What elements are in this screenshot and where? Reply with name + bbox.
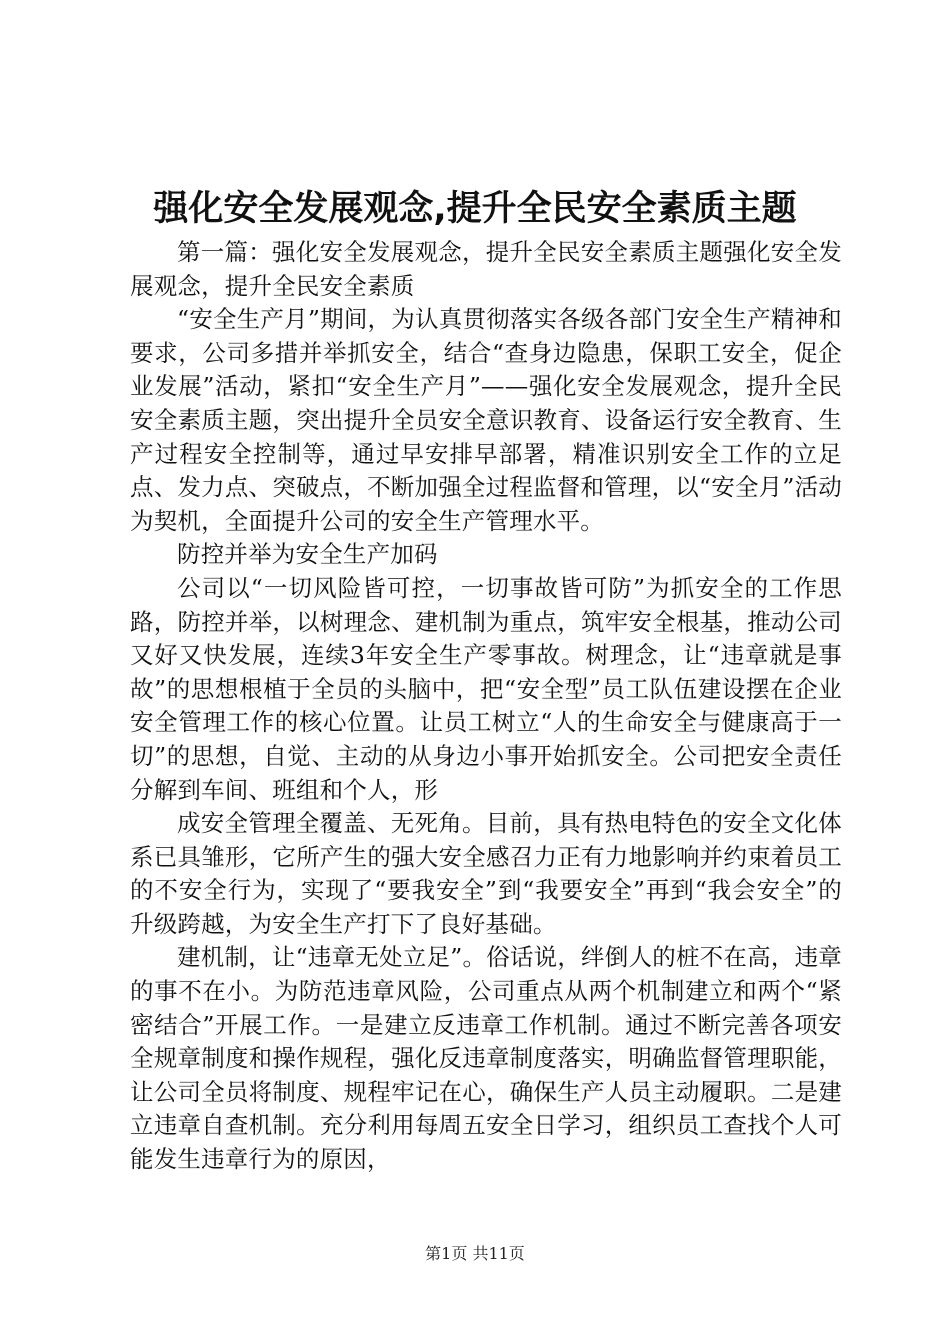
paragraph-safety-month: “安全生产月”期间，为认真贯彻落实各级各部门安全生产精神和要求，公司多措并举抓安全，结合“查身边隐患，保职工安全，促企业发展”活动，紧扣“安全生产月”——强化安全发展观念，提升全民安全素质主题，突出提升全员安全意识教育、设备运行安全教育、生产过程安全控制等，通过早安排早部署，精准识别安全工作的立足点、发力点、突破点，不断加强全过程监督和管理，以“安全月”活动为契机，全面提升公司的安全生产管理水平。 [130, 305, 842, 535]
document-title: 强化安全发展观念,提升全民安全素质主题 [153, 189, 797, 229]
paragraph-mechanism: 建机制，让“违章无处立足”。俗话说，绊倒人的桩不在高，违章的事不在小。为防范违章风险，公司重点从两个机制建立和两个“紧密结合”开展工作。一是建立反违章工作机制。通过不断完善各项安全规章制度和操作规程，强化反违章制度落实，明确监督管理职能，让公司全员将制度、规程牢记在心，确保生产人员主动履职。二是建立违章自查机制。充分利用每周五安全日学习，组织员工查找个人可能发生违章行为的原因， [130, 943, 842, 1174]
document-body [130, 236, 842, 1177]
paragraph-safety-culture: 成安全管理全覆盖、无死角。目前，具有热电特色的安全文化体系已具雏形，它所产生的强大安全感召力正有力地影响并约束着员工的不安全行为，实现了“要我安全”到“我要安全”再到“我会安全”的升级跨越，为安全生产打下了良好基础。 [130, 809, 842, 938]
paragraph-prevention-control: 公司以“一切风险皆可控，一切事故皆可防”为抓安全的工作思路，防控并举，以树理念、建机制为重点，筑牢安全根基，推动公司又好又快发展，连续3年安全生产零事故。树理念，让“违章就是事故”的思想根植于全员的头脑中，把“安全型”员工队伍建设摆在企业安全管理工作的核心位置。让员工树立“人的生命安全与健康高于一切”的思想，自觉、主动的从身边小事开始抓安全。公司把安全责任分解到车间、班组和个人，形 [130, 573, 842, 804]
page-footer: 第1页 共11页 [425, 1244, 525, 1263]
paragraph-subheading: 防控并举为安全生产加码 [177, 540, 438, 569]
paragraph-intro: 第一篇：强化安全发展观念，提升全民安全素质主题强化安全发展观念，提升全民安全素质 [130, 238, 842, 300]
